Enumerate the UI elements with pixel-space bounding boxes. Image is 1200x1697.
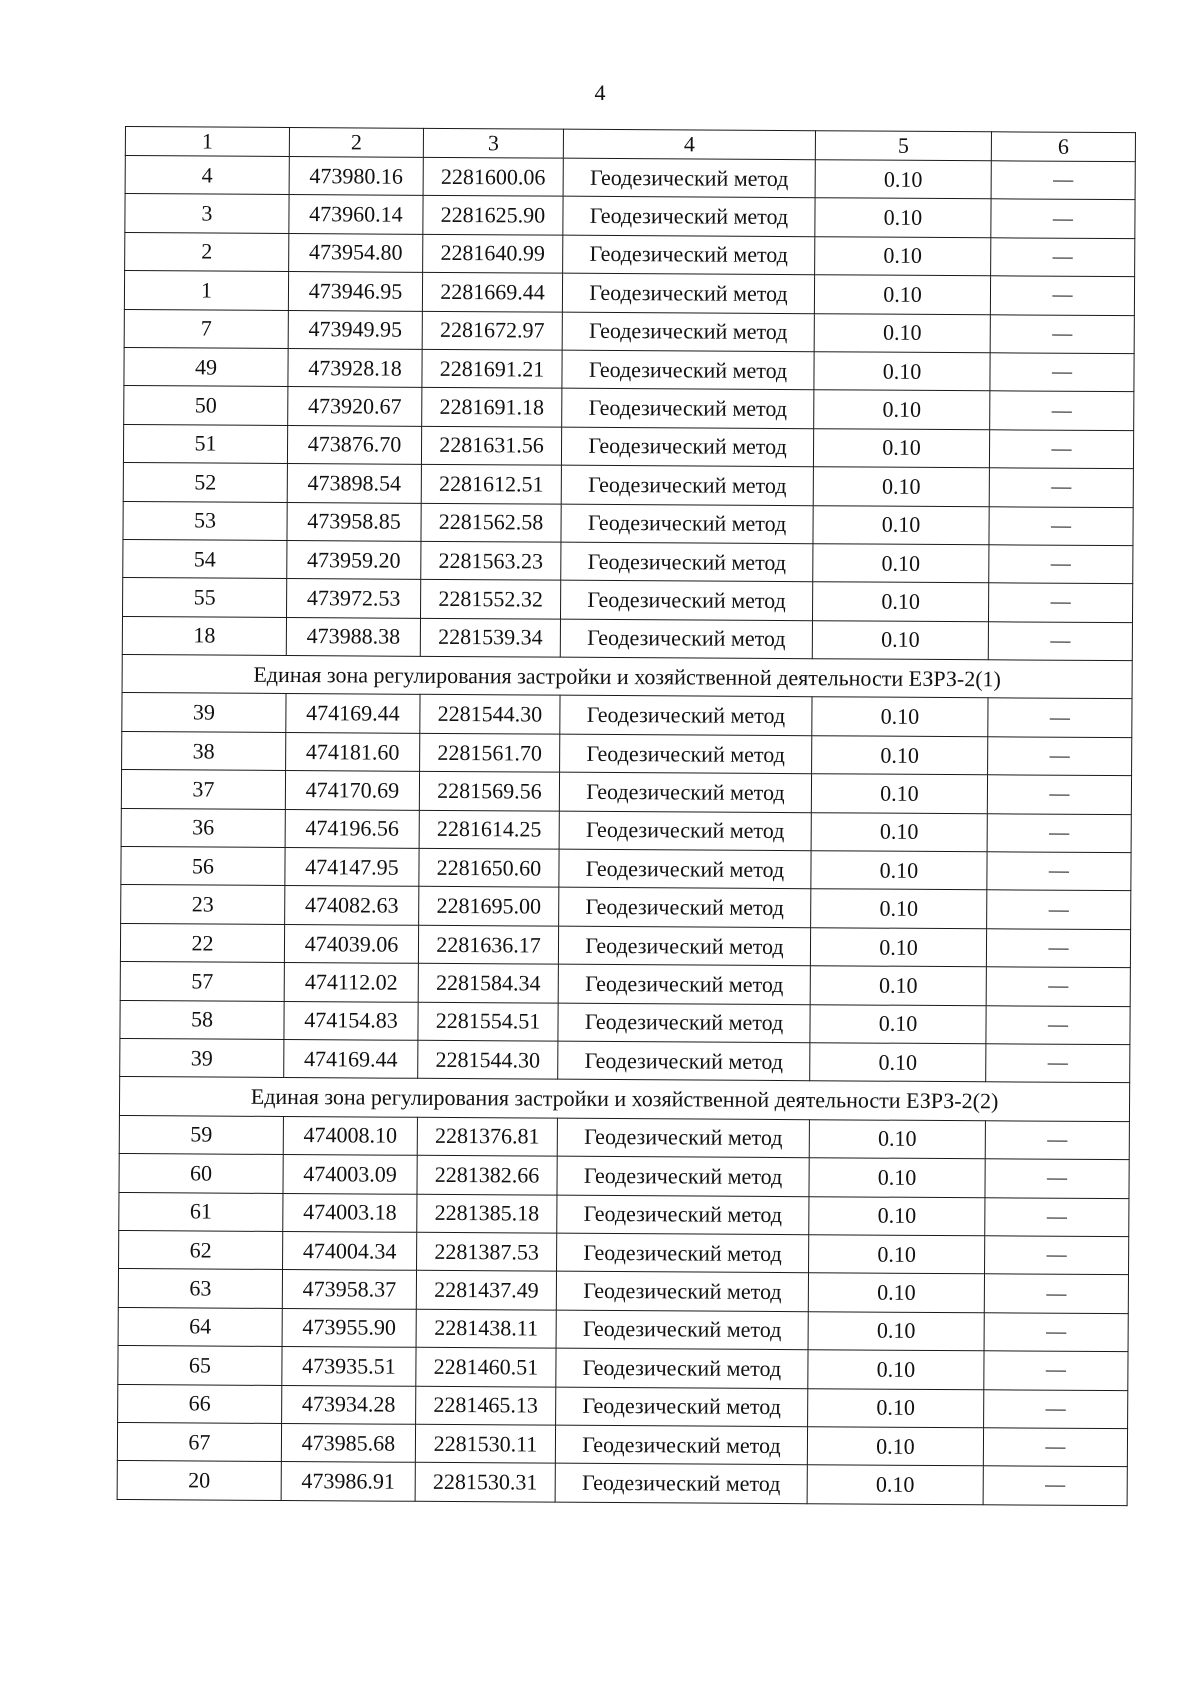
method-cell: Геодезический метод — [560, 696, 812, 736]
point-number-cell: 50 — [124, 386, 288, 425]
table-row — [124, 271, 1134, 316]
method-cell: Геодезический метод — [562, 350, 814, 390]
note-cell: — — [983, 1428, 1127, 1467]
point-number-cell: 39 — [120, 1038, 284, 1077]
accuracy-cell: 0.10 — [813, 544, 989, 583]
table-row — [123, 424, 1133, 469]
header-cell-1: 1 — [125, 127, 289, 157]
method-cell: Геодезический метод — [560, 734, 812, 774]
note-cell: — — [990, 314, 1134, 353]
point-number-cell: 64 — [118, 1307, 282, 1346]
note-cell: — — [987, 852, 1131, 891]
y-coordinate-cell: 2281612.51 — [421, 464, 561, 503]
x-coordinate-cell: 474154.83 — [284, 1001, 418, 1040]
x-coordinate-cell: 473920.67 — [288, 387, 422, 426]
x-coordinate-cell: 473988.38 — [286, 617, 420, 656]
accuracy-cell: 0.10 — [811, 889, 987, 928]
table-row — [124, 347, 1134, 392]
note-cell: — — [988, 698, 1132, 737]
accuracy-cell: 0.10 — [808, 1273, 984, 1312]
accuracy-cell: 0.10 — [809, 1235, 985, 1274]
method-cell: Геодезический метод — [561, 465, 813, 505]
method-cell: Геодезический метод — [559, 888, 811, 928]
accuracy-cell: 0.10 — [814, 352, 990, 391]
note-cell: — — [985, 1236, 1129, 1275]
note-cell: — — [989, 468, 1133, 507]
point-number-cell: 54 — [123, 539, 287, 578]
point-number-cell: 60 — [119, 1154, 283, 1193]
note-cell: — — [991, 199, 1135, 238]
accuracy-cell: 0.10 — [809, 1196, 985, 1235]
header-cell-3: 3 — [423, 128, 563, 158]
x-coordinate-cell: 474112.02 — [284, 963, 418, 1002]
point-number-cell: 39 — [122, 693, 286, 732]
point-number-cell: 53 — [123, 501, 287, 540]
note-cell: — — [988, 583, 1132, 622]
table-row — [118, 1307, 1128, 1352]
accuracy-cell: 0.10 — [807, 1465, 983, 1504]
accuracy-cell: 0.10 — [810, 928, 986, 967]
point-number-cell: 20 — [117, 1461, 281, 1500]
method-cell: Геодезический метод — [563, 158, 815, 198]
table-row — [118, 1384, 1128, 1429]
x-coordinate-cell: 474169.44 — [284, 1039, 418, 1078]
note-cell: — — [985, 1121, 1129, 1160]
note-cell: — — [983, 1466, 1127, 1505]
y-coordinate-cell: 2281631.56 — [421, 426, 561, 465]
point-number-cell: 58 — [120, 1000, 284, 1039]
method-cell: Геодезический метод — [555, 1463, 807, 1503]
header-cell-6: 6 — [991, 132, 1135, 162]
note-cell: — — [985, 1197, 1129, 1236]
accuracy-cell: 0.10 — [815, 160, 991, 199]
point-number-cell: 61 — [119, 1192, 283, 1231]
y-coordinate-cell: 2281636.17 — [418, 925, 558, 964]
method-cell: Геодезический метод — [558, 964, 810, 1004]
x-coordinate-cell: 473958.85 — [287, 502, 421, 541]
method-cell: Геодезический метод — [560, 619, 812, 659]
method-cell: Геодезический метод — [558, 1003, 810, 1043]
section-title: Единая зона регулирования застройки и хозяйственной деятельности ЕЗРЗ-2(1) — [122, 655, 1132, 700]
x-coordinate-cell: 474082.63 — [285, 886, 419, 925]
x-coordinate-cell: 474039.06 — [284, 924, 418, 963]
table-row — [125, 156, 1135, 201]
note-cell: — — [986, 929, 1130, 968]
method-cell: Геодезический метод — [562, 389, 814, 429]
accuracy-cell: 0.10 — [810, 966, 986, 1005]
accuracy-cell: 0.10 — [808, 1350, 984, 1389]
table-row — [120, 1000, 1130, 1045]
point-number-cell: 55 — [123, 578, 287, 617]
accuracy-cell: 0.10 — [812, 620, 988, 659]
method-cell: Геодезический метод — [560, 580, 812, 620]
header-cell-4: 4 — [563, 129, 815, 160]
x-coordinate-cell: 474170.69 — [285, 771, 419, 810]
y-coordinate-cell: 2281438.11 — [416, 1309, 556, 1348]
note-cell: — — [991, 238, 1135, 277]
x-coordinate-cell: 473972.53 — [287, 579, 421, 618]
table-row — [119, 1192, 1129, 1237]
method-cell: Геодезический метод — [559, 849, 811, 889]
y-coordinate-cell: 2281544.30 — [420, 695, 560, 734]
note-cell: — — [987, 813, 1131, 852]
y-coordinate-cell: 2281600.06 — [423, 157, 563, 196]
accuracy-cell: 0.10 — [814, 390, 990, 429]
x-coordinate-cell: 473934.28 — [282, 1385, 416, 1424]
point-number-cell: 56 — [121, 847, 285, 886]
header-cell-2: 2 — [289, 128, 423, 158]
accuracy-cell: 0.10 — [812, 697, 988, 736]
y-coordinate-cell: 2281691.21 — [422, 349, 562, 388]
table-row — [120, 962, 1130, 1007]
point-number-cell: 63 — [118, 1269, 282, 1308]
accuracy-cell: 0.10 — [810, 1043, 986, 1082]
table-row — [125, 194, 1135, 239]
table-row — [121, 770, 1131, 815]
header-cell-5: 5 — [815, 131, 991, 161]
note-cell: — — [986, 1044, 1130, 1083]
x-coordinate-cell: 473954.80 — [289, 233, 423, 272]
accuracy-cell: 0.10 — [809, 1158, 985, 1197]
method-cell: Геодезический метод — [562, 273, 814, 313]
x-coordinate-cell: 473980.16 — [289, 157, 423, 196]
note-cell: — — [991, 161, 1135, 200]
table-row — [122, 693, 1132, 738]
accuracy-cell: 0.10 — [813, 467, 989, 506]
table-row — [117, 1461, 1127, 1506]
point-number-cell: 22 — [120, 923, 284, 962]
method-cell: Геодезический метод — [557, 1195, 809, 1235]
note-cell: — — [984, 1312, 1128, 1351]
accuracy-cell: 0.10 — [808, 1388, 984, 1427]
note-cell: — — [986, 967, 1130, 1006]
point-number-cell: 23 — [121, 885, 285, 924]
y-coordinate-cell: 2281385.18 — [417, 1194, 557, 1233]
point-number-cell: 37 — [121, 770, 285, 809]
accuracy-cell: 0.10 — [815, 198, 991, 237]
table-row — [123, 578, 1133, 623]
point-number-cell: 36 — [121, 808, 285, 847]
y-coordinate-cell: 2281669.44 — [422, 272, 562, 311]
method-cell: Геодезический метод — [556, 1310, 808, 1350]
point-number-cell: 59 — [119, 1115, 283, 1154]
y-coordinate-cell: 2281387.53 — [417, 1232, 557, 1271]
x-coordinate-cell: 474003.18 — [283, 1193, 417, 1232]
point-number-cell: 67 — [117, 1422, 281, 1461]
note-cell: — — [985, 1159, 1129, 1198]
x-coordinate-cell: 473959.20 — [287, 540, 421, 579]
note-cell: — — [987, 775, 1131, 814]
table-row — [117, 1422, 1127, 1467]
y-coordinate-cell: 2281554.51 — [418, 1002, 558, 1041]
table-row — [121, 885, 1131, 930]
y-coordinate-cell: 2281650.60 — [419, 848, 559, 887]
accuracy-cell: 0.10 — [813, 428, 989, 467]
y-coordinate-cell: 2281530.11 — [415, 1424, 555, 1463]
accuracy-cell: 0.10 — [814, 313, 990, 352]
accuracy-cell: 0.10 — [813, 505, 989, 544]
method-cell: Геодезический метод — [557, 1156, 809, 1196]
x-coordinate-cell: 473958.37 — [282, 1270, 416, 1309]
method-cell: Геодезический метод — [556, 1348, 808, 1388]
coordinates-table-wrapper — [117, 126, 1135, 1506]
method-cell: Геодезический метод — [559, 772, 811, 812]
x-coordinate-cell: 474147.95 — [285, 848, 419, 887]
accuracy-cell: 0.10 — [815, 236, 991, 275]
method-cell: Геодезический метод — [563, 197, 815, 237]
accuracy-cell: 0.10 — [811, 774, 987, 813]
page-number: 4 — [594, 80, 606, 105]
method-cell: Геодезический метод — [561, 427, 813, 467]
point-number-cell: 65 — [118, 1346, 282, 1385]
table-row — [119, 1230, 1129, 1275]
point-number-cell: 51 — [123, 424, 287, 463]
method-cell: Геодезический метод — [555, 1425, 807, 1465]
note-cell: — — [984, 1389, 1128, 1428]
x-coordinate-cell: 473935.51 — [282, 1347, 416, 1386]
y-coordinate-cell: 2281552.32 — [421, 580, 561, 619]
table-body — [117, 127, 1135, 1506]
method-cell: Геодезический метод — [561, 542, 813, 582]
section-row — [119, 1077, 1129, 1122]
method-cell: Геодезический метод — [559, 811, 811, 851]
table-row — [121, 847, 1131, 892]
table-row — [123, 463, 1133, 508]
method-cell: Геодезический метод — [557, 1118, 809, 1158]
y-coordinate-cell: 2281561.70 — [420, 733, 560, 772]
table-row — [123, 501, 1133, 546]
y-coordinate-cell: 2281437.49 — [416, 1271, 556, 1310]
y-coordinate-cell: 2281614.25 — [419, 810, 559, 849]
section-row — [122, 655, 1132, 700]
point-number-cell: 62 — [119, 1230, 283, 1269]
table-row — [125, 232, 1135, 277]
method-cell: Геодезический метод — [561, 504, 813, 544]
point-number-cell: 57 — [120, 962, 284, 1001]
table-row — [124, 309, 1134, 354]
table-row — [119, 1115, 1129, 1160]
table-row — [118, 1346, 1128, 1391]
table-row — [122, 731, 1132, 776]
x-coordinate-cell: 473985.68 — [281, 1423, 415, 1462]
point-number-cell: 1 — [124, 271, 288, 310]
note-cell: — — [990, 353, 1134, 392]
table-row — [120, 923, 1130, 968]
y-coordinate-cell: 2281376.81 — [417, 1117, 557, 1156]
accuracy-cell: 0.10 — [809, 1119, 985, 1158]
table-row — [121, 808, 1131, 853]
accuracy-cell: 0.10 — [814, 275, 990, 314]
note-cell: — — [989, 506, 1133, 545]
x-coordinate-cell: 474169.44 — [286, 694, 420, 733]
y-coordinate-cell: 2281382.66 — [417, 1155, 557, 1194]
accuracy-cell: 0.10 — [812, 582, 988, 621]
y-coordinate-cell: 2281584.34 — [418, 964, 558, 1003]
note-cell: — — [984, 1274, 1128, 1313]
method-cell: Геодезический метод — [557, 1233, 809, 1273]
x-coordinate-cell: 474196.56 — [285, 809, 419, 848]
method-cell: Геодезический метод — [556, 1387, 808, 1427]
y-coordinate-cell: 2281460.51 — [416, 1347, 556, 1386]
point-number-cell: 49 — [124, 347, 288, 386]
note-cell: — — [988, 621, 1132, 660]
y-coordinate-cell: 2281530.31 — [415, 1463, 555, 1502]
accuracy-cell: 0.10 — [812, 736, 988, 775]
point-number-cell: 7 — [124, 309, 288, 348]
y-coordinate-cell: 2281691.18 — [422, 388, 562, 427]
y-coordinate-cell: 2281640.99 — [423, 234, 563, 273]
x-coordinate-cell: 474008.10 — [283, 1116, 417, 1155]
x-coordinate-cell: 473949.95 — [288, 310, 422, 349]
accuracy-cell: 0.10 — [810, 1004, 986, 1043]
x-coordinate-cell: 473898.54 — [287, 464, 421, 503]
y-coordinate-cell: 2281544.30 — [418, 1040, 558, 1079]
table-row — [120, 1038, 1130, 1083]
method-cell: Геодезический метод — [562, 312, 814, 352]
point-number-cell: 2 — [125, 232, 289, 271]
x-coordinate-cell: 473986.91 — [281, 1462, 415, 1501]
accuracy-cell: 0.10 — [808, 1311, 984, 1350]
table-row — [119, 1154, 1129, 1199]
point-number-cell: 66 — [118, 1384, 282, 1423]
y-coordinate-cell: 2281625.90 — [423, 196, 563, 235]
point-number-cell: 3 — [125, 194, 289, 233]
table-row — [124, 386, 1134, 431]
section-title: Единая зона регулирования застройки и хозяйственной деятельности ЕЗРЗ-2(2) — [119, 1077, 1129, 1122]
note-cell: — — [986, 1005, 1130, 1044]
x-coordinate-cell: 473946.95 — [288, 272, 422, 311]
note-cell: — — [990, 391, 1134, 430]
y-coordinate-cell: 2281465.13 — [416, 1386, 556, 1425]
note-cell: — — [988, 737, 1132, 776]
x-coordinate-cell: 473928.18 — [288, 348, 422, 387]
note-cell: — — [989, 430, 1133, 469]
accuracy-cell: 0.10 — [811, 812, 987, 851]
x-coordinate-cell: 473876.70 — [287, 425, 421, 464]
x-coordinate-cell: 474181.60 — [286, 732, 420, 771]
x-coordinate-cell: 473960.14 — [289, 195, 423, 234]
note-cell: — — [989, 545, 1133, 584]
y-coordinate-cell: 2281562.58 — [421, 503, 561, 542]
table-row — [122, 616, 1132, 661]
method-cell: Геодезический метод — [563, 235, 815, 275]
accuracy-cell: 0.10 — [807, 1427, 983, 1466]
point-number-cell: 38 — [122, 731, 286, 770]
x-coordinate-cell: 474003.09 — [283, 1155, 417, 1194]
table-row — [118, 1269, 1128, 1314]
table-row — [123, 539, 1133, 584]
y-coordinate-cell: 2281569.56 — [419, 772, 559, 811]
note-cell: — — [990, 276, 1134, 315]
point-number-cell: 4 — [125, 156, 289, 195]
method-cell: Геодезический метод — [558, 1041, 810, 1081]
y-coordinate-cell: 2281539.34 — [420, 618, 560, 657]
coordinates-table — [117, 126, 1136, 1506]
x-coordinate-cell: 473955.90 — [282, 1308, 416, 1347]
point-number-cell: 18 — [122, 616, 286, 655]
y-coordinate-cell: 2281563.23 — [421, 541, 561, 580]
method-cell: Геодезический метод — [558, 926, 810, 966]
y-coordinate-cell: 2281672.97 — [422, 311, 562, 350]
accuracy-cell: 0.10 — [811, 851, 987, 890]
x-coordinate-cell: 474004.34 — [283, 1231, 417, 1270]
method-cell: Геодезический метод — [556, 1271, 808, 1311]
note-cell: — — [987, 890, 1131, 929]
point-number-cell: 52 — [123, 463, 287, 502]
note-cell: — — [984, 1351, 1128, 1390]
y-coordinate-cell: 2281695.00 — [419, 887, 559, 926]
